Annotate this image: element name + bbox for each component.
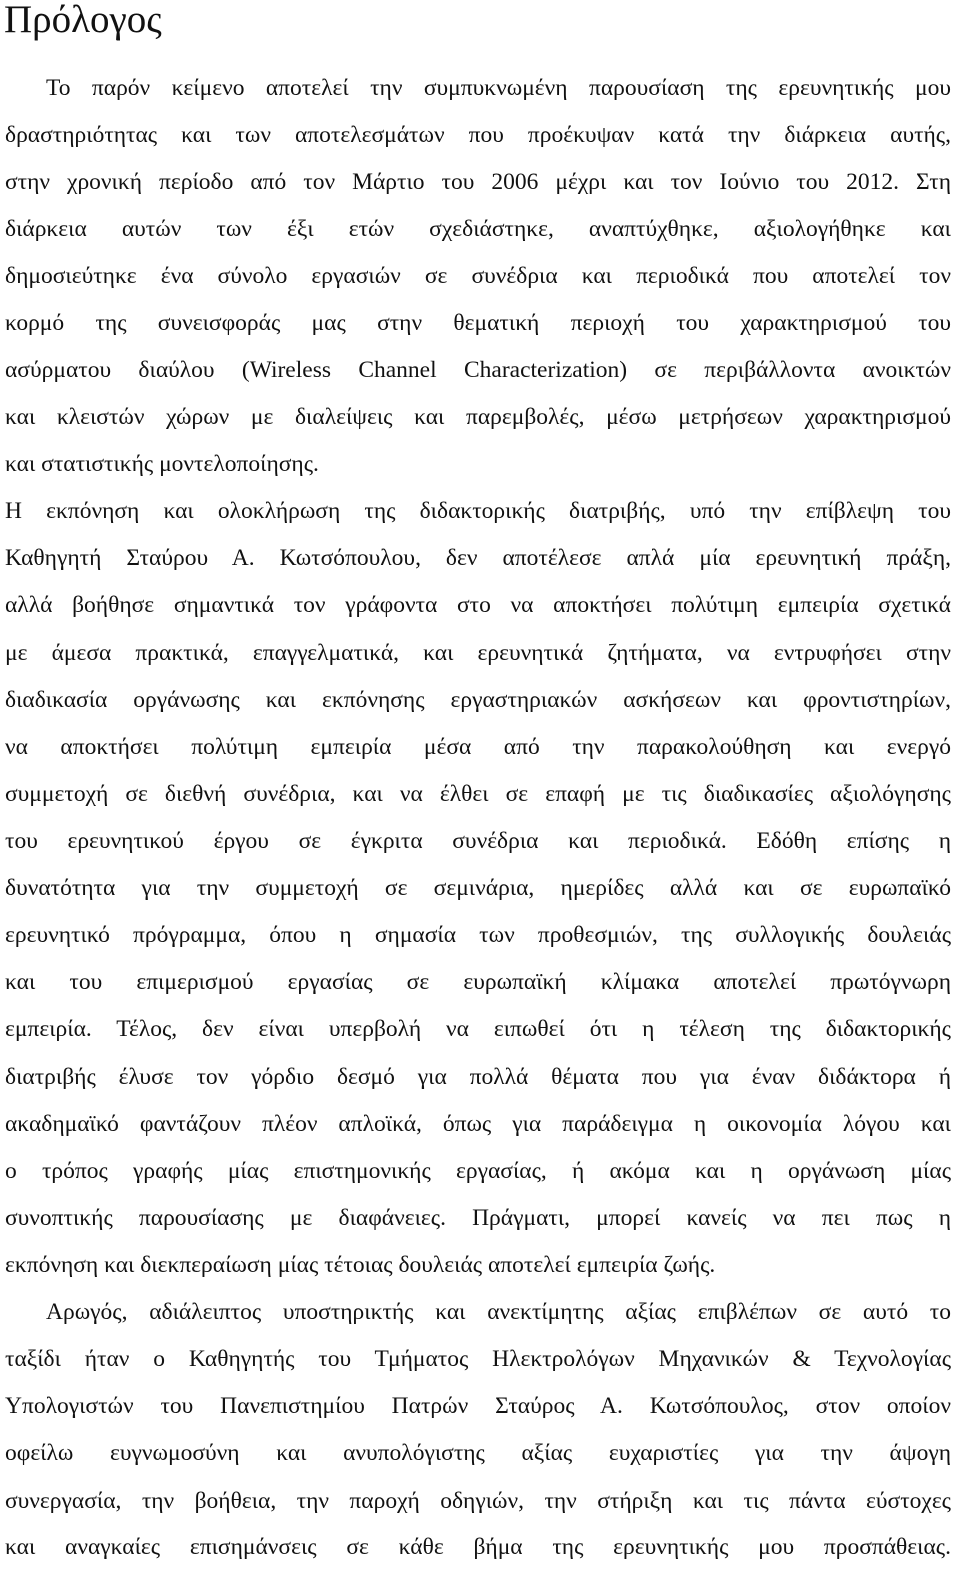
paragraph-2-line-15: ο τρόπος γραφής μίας επιστημονικής εργασίας, ή ακόμα και η οργάνωση μίας <box>5 1158 951 1184</box>
paragraph-1-line-9: και στατιστικής μοντελοποίησης. <box>5 451 319 477</box>
paragraph-2-line-17: εκπόνηση και διεκπεραίωση μίας τέτοιας δουλειάς αποτελεί εμπειρία ζωής. <box>5 1252 716 1278</box>
paragraph-1-line-7: ασύρματου διαύλου (Wireless Channel Characterization) σε περιβάλλοντα ανοικτών <box>5 357 951 383</box>
paragraph-2-line-1: Η εκπόνηση και ολοκλήρωση της διδακτορικής διατριβής, υπό την επίβλεψη του <box>5 498 951 524</box>
paragraph-2-line-11: και του επιμερισμού εργασίας σε ευρωπαϊκή κλίμακα αποτελεί πρωτόγνωρη <box>5 969 951 995</box>
paragraph-2-line-13: διατριβής έλυσε τον γόρδιο δεσμό για πολλά θέματα που για έναν διδάκτορα ή <box>5 1064 951 1090</box>
paragraph-2-line-4: με άμεσα πρακτικά, επαγγελματικά, και ερευνητικά ζητήματα, να εντρυφήσει στην <box>5 640 951 666</box>
paragraph-2-line-6: να αποκτήσει πολύτιμη εμπειρία μέσα από την παρακολούθηση και ενεργό <box>5 734 951 760</box>
paragraph-3-line-1: Αρωγός, αδιάλειπτος υποστηρικτής και ανεκτίμητης αξίας επιβλέπων σε αυτό το <box>46 1299 951 1325</box>
paragraph-2-line-3: αλλά βοήθησε σημαντικά τον γράφοντα στο να αποκτήσει πολύτιμη εμπειρία σχετικά <box>5 592 951 618</box>
paragraph-2-line-10: ερευνητικό πρόγραμμα, όπου η σημασία των προθεσμιών, της συλλογικής δουλειάς <box>5 922 951 948</box>
paragraph-3-line-3: Υπολογιστών του Πανεπιστημίου Πατρών Σταύρος Α. Κωτσόπουλος, στον οποίον <box>5 1393 951 1419</box>
paragraph-2-line-14: ακαδημαϊκό φαντάζουν πλέον απλοϊκά, όπως για παράδειγμα η οικονομία λόγου και <box>5 1111 951 1137</box>
paragraph-2-line-5: διαδικασία οργάνωσης και εκπόνησης εργαστηριακών ασκήσεων και φροντιστηρίων, <box>5 687 951 713</box>
page-title: Πρόλογος <box>4 0 162 41</box>
paragraph-1-line-6: κορμό της συνεισφοράς μας στην θεματική περιοχή του χαρακτηρισμού του <box>5 310 951 336</box>
paragraph-1-line-3: στην χρονική περίοδο από τον Μάρτιο του 2006 μέχρι και τον Ιούνιο του 2012. Στη <box>5 169 951 195</box>
paragraph-3-line-5: συνεργασία, την βοήθεια, την παροχή οδηγιών, την στήριξη και τις πάντα εύστοχες <box>5 1488 951 1514</box>
paragraph-2-line-8: του ερευνητικού έργου σε έγκριτα συνέδρια και περιοδικά. Εδόθη επίσης η <box>5 828 951 854</box>
paragraph-2-line-7: συμμετοχή σε διεθνή συνέδρια, και να έλθει σε επαφή με τις διαδικασίες αξιολόγησης <box>5 781 951 807</box>
paragraph-1-line-2: δραστηριότητας και των αποτελεσμάτων που προέκυψαν κατά την διάρκεια αυτής, <box>5 122 951 148</box>
paragraph-2-line-16: συνοπτικής παρουσίασης με διαφάνειες. Πράγματι, μπορεί κανείς να πει πως η <box>5 1205 951 1231</box>
paragraph-3-line-6: και αναγκαίες επισημάνσεις σε κάθε βήμα της ερευνητικής μου προσπάθειας. <box>5 1534 951 1560</box>
paragraph-2-line-12: εμπειρία. Τέλος, δεν είναι υπερβολή να ειπωθεί ότι η τέλεση της διδακτορικής <box>5 1016 951 1042</box>
paragraph-1-line-1: Το παρόν κείμενο αποτελεί την συμπυκνωμένη παρουσίαση της ερευνητικής μου <box>46 75 951 101</box>
paragraph-3-line-4: οφείλω ευγνωμοσύνη και ανυπολόγιστης αξίας ευχαριστίες για την άψογη <box>5 1440 951 1466</box>
paragraph-1-line-5: δημοσιεύτηκε ένα σύνολο εργασιών σε συνέδρια και περιοδικά που αποτελεί τον <box>5 263 951 289</box>
paragraph-1-line-8: και κλειστών χώρων με διαλείψεις και παρεμβολές, μέσω μετρήσεων χαρακτηρισμού <box>5 404 951 430</box>
paragraph-3-line-2: ταξίδι ήταν ο Καθηγητής του Τμήματος Ηλεκτρολόγων Μηχανικών & Τεχνολογίας <box>5 1346 951 1372</box>
paragraph-2-line-9: δυνατότητα για την συμμετοχή σε σεμινάρια, ημερίδες αλλά και σε ευρωπαϊκό <box>5 875 951 901</box>
paragraph-2-line-2: Καθηγητή Σταύρου Α. Κωτσόπουλου, δεν αποτέλεσε απλά μία ερευνητική πράξη, <box>5 545 951 571</box>
paragraph-1-line-4: διάρκεια αυτών των έξι ετών σχεδιάστηκε, αναπτύχθηκε, αξιολογήθηκε και <box>5 216 951 242</box>
